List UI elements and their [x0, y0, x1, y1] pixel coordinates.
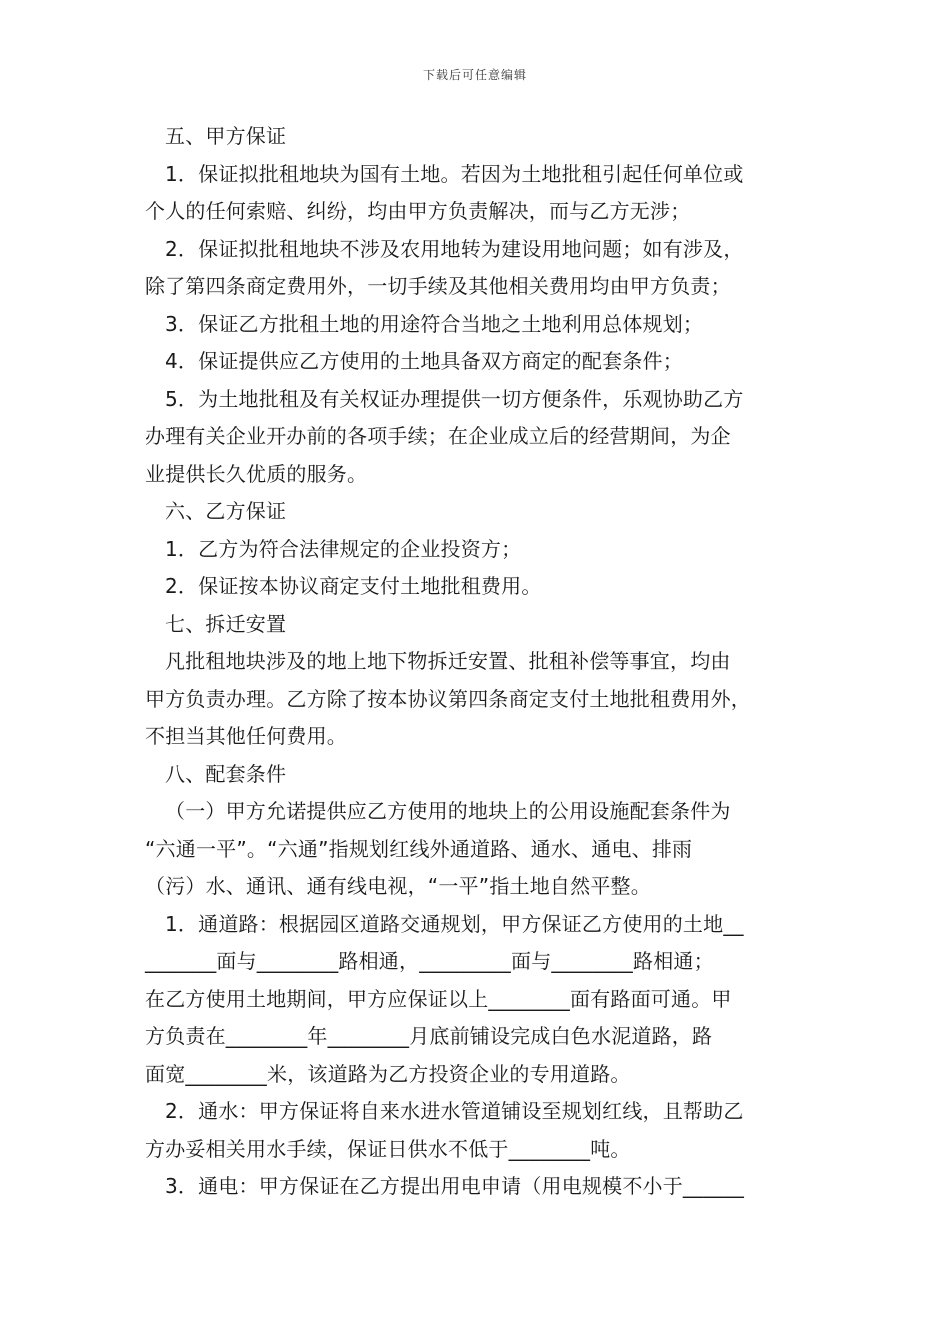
section-heading-8: 八、配套条件 [165, 761, 287, 786]
paragraph-line: 1．保证拟批租地块为国有土地。若因为土地批租引起任何单位或 [165, 161, 744, 186]
paragraph-line: 2．保证按本协议商定支付土地批租费用。 [165, 574, 542, 598]
paragraph-line: “六通一平”。“六通”指规划红线外通道路、通水、通电、排雨 [145, 836, 693, 861]
paragraph-line: 在乙方使用土地期间，甲方应保证以上________面有路面可通。甲 [145, 986, 732, 1011]
paragraph-line: 方负责在________年________月底前铺设完成白色水泥道路，路 [145, 1024, 713, 1048]
paragraph-line: 3．通电：甲方保证在乙方提出用电申请（用电规模不小于______ [165, 1174, 745, 1198]
paragraph-line: 凡批租地块涉及的地上地下物拆迁安置、批租补偿等事宜，均由 [165, 649, 731, 673]
paragraph-line: （一）甲方允诺提供应乙方使用的地块上的公用设施配套条件为 [165, 799, 731, 823]
section-heading-5: 五、甲方保证 [165, 124, 287, 148]
paragraph-line: 1．通道路：根据园区道路交通规划，甲方保证乙方使用的土地__ [165, 911, 744, 936]
paragraph-line: 办理有关企业开办前的各项手续；在企业成立后的经营期间，为企 [145, 424, 731, 448]
paragraph-line: 面宽________米，该道路为乙方投资企业的专用道路。 [145, 1061, 631, 1086]
paragraph-line: 5．为土地批租及有关权证办理提供一切方便条件，乐观协助乙方 [165, 386, 744, 411]
paragraph-line: 不担当其他任何费用。 [145, 724, 347, 748]
paragraph-line: 甲方负责办理。乙方除了按本协议第四条商定支付土地批租费用外， [145, 686, 751, 711]
paragraph-line: 业提供长久优质的服务。 [145, 461, 368, 486]
paragraph-line: （污）水、通讯、通有线电视，“一平”指土地自然平整。 [145, 874, 651, 898]
paragraph-line: 1．乙方为符合法律规定的企业投资方； [165, 536, 522, 561]
paragraph-line: 3．保证乙方批租土地的用途符合当地之土地利用总体规划； [165, 311, 704, 336]
paragraph-line: 2．通水：甲方保证将自来水进水管道铺设至规划红线，且帮助乙 [165, 1099, 744, 1123]
paragraph-line: 2．保证拟批租地块不涉及农用地转为建设用地问题；如有涉及， [165, 236, 744, 261]
section-heading-7: 七、拆迁安置 [165, 611, 287, 636]
paragraph-line: 除了第四条商定费用外，一切手续及其他相关费用均由甲方负责； [145, 274, 731, 298]
page-header: 下载后可任意编辑 [422, 68, 527, 82]
paragraph-line: 个人的任何索赔、纠纷，均由甲方负责解决，而与乙方无涉； [145, 199, 691, 223]
paragraph-line: _______面与________路相通，_________面与________路相通； [145, 949, 714, 973]
section-heading-6: 六、乙方保证 [165, 499, 287, 523]
paragraph-line: 方办妥相关用水手续，保证日供水不低于________吨。 [145, 1136, 631, 1161]
paragraph-line: 4．保证提供应乙方使用的土地具备双方商定的配套条件； [165, 349, 683, 373]
document-body [145, 118, 820, 1206]
